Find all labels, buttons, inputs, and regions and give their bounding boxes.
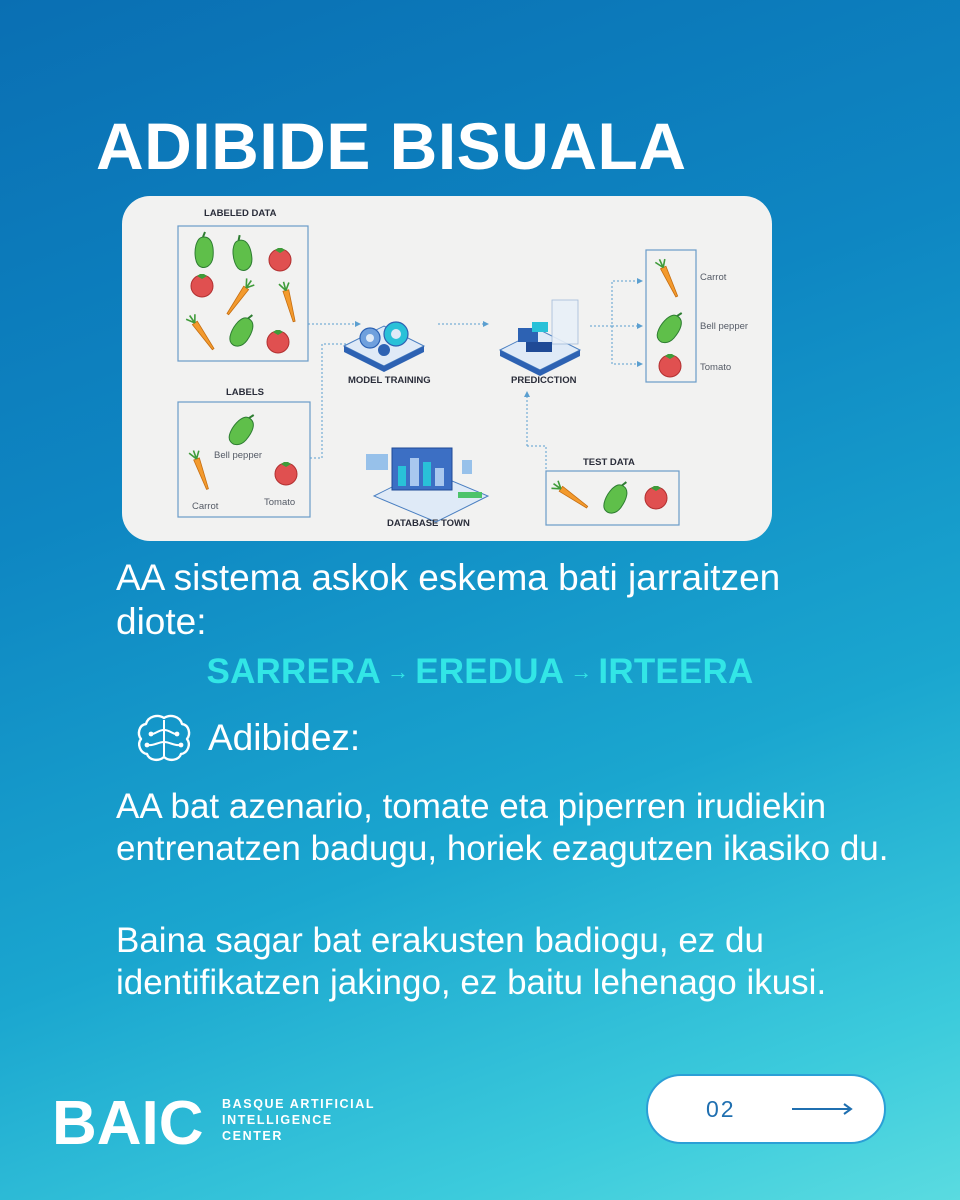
carrot-icon	[279, 281, 299, 323]
next-page-button[interactable]	[646, 1074, 886, 1144]
labeled-data-label: LABELED DATA	[204, 208, 277, 219]
logo-line-1: BASQUE ARTIFICIAL	[222, 1097, 376, 1111]
baic-logo-mark	[52, 1092, 212, 1148]
arrow-right-icon	[792, 1102, 854, 1116]
tomato-icon	[191, 274, 213, 297]
example-heading	[134, 712, 360, 764]
intro-text: AA sistema askok eskema bati jarraitzen diote:	[116, 557, 781, 642]
pepper-icon	[653, 307, 688, 347]
paragraph-training: AA bat azenario, tomate eta piperren irudiekin entrenatzen badugu, horiek ezagutzen ikasiko du.	[116, 787, 889, 868]
database-town-label: DATABASE TOWN	[387, 518, 470, 529]
connector-arrow	[310, 344, 360, 458]
tomato-icon	[659, 354, 681, 377]
page-title: ADIBIDE BISUALA	[96, 109, 687, 183]
label-carrot: Carrot	[192, 501, 219, 512]
pepper-icon	[225, 409, 260, 449]
flow-arrow: →	[387, 659, 410, 684]
pepper-icon	[195, 232, 213, 268]
label-bell-pepper: Bell pepper	[214, 450, 263, 461]
pepper-icon	[226, 310, 259, 350]
page-number: 02	[706, 1095, 736, 1122]
tomato-icon	[269, 248, 291, 271]
flow-arrow: →	[570, 659, 593, 684]
ml-pipeline-diagram	[122, 196, 772, 541]
flow-step-model: EREDUA	[415, 652, 565, 691]
pepper-icon	[600, 477, 633, 517]
model-training-label: MODEL TRAINING	[348, 375, 431, 386]
carrot-icon	[655, 257, 681, 298]
carrot-icon	[186, 313, 218, 352]
output-tomato: Tomato	[700, 362, 732, 373]
logo-mark-text: BAIC	[52, 1092, 204, 1148]
carrot-icon	[189, 449, 212, 491]
flow-step-input: SARRERA	[206, 652, 382, 691]
example-label: Adibidez:	[208, 717, 361, 758]
pepper-icon	[230, 234, 254, 272]
logo-line-2: INTELLIGENCE	[222, 1113, 333, 1127]
paragraph-limitation: Baina sagar bat erakusten badiogu, ez du identifikatzen jakingo, ez baitu lehenago ikusi.	[116, 921, 827, 1002]
labels-label: LABELS	[226, 387, 264, 398]
connector-arrow	[590, 281, 642, 326]
flow-step-output: IRTEERA	[598, 652, 754, 691]
model-training-icon	[344, 322, 424, 372]
tomato-icon	[645, 486, 667, 509]
connector-line	[527, 446, 546, 471]
tomato-icon	[275, 462, 297, 485]
diagram-card	[122, 196, 772, 541]
carrot-icon	[224, 278, 256, 317]
baic-logo	[52, 1092, 375, 1148]
brain-icon	[134, 712, 194, 764]
prediction-label: PREDICCTION	[511, 375, 577, 386]
test-data-label: TEST DATA	[583, 457, 635, 468]
tomato-icon	[267, 330, 289, 353]
flow-scheme	[0, 652, 960, 692]
label-tomato: Tomato	[264, 497, 296, 508]
output-carrot: Carrot	[700, 272, 727, 283]
database-town-icon	[366, 448, 488, 522]
logo-line-3: CENTER	[222, 1129, 283, 1143]
connector-arrow	[612, 326, 642, 364]
output-bell-pepper: Bell pepper	[700, 321, 749, 332]
prediction-icon	[500, 300, 580, 376]
logo-wordmark	[222, 1096, 375, 1144]
carrot-icon	[551, 480, 590, 512]
